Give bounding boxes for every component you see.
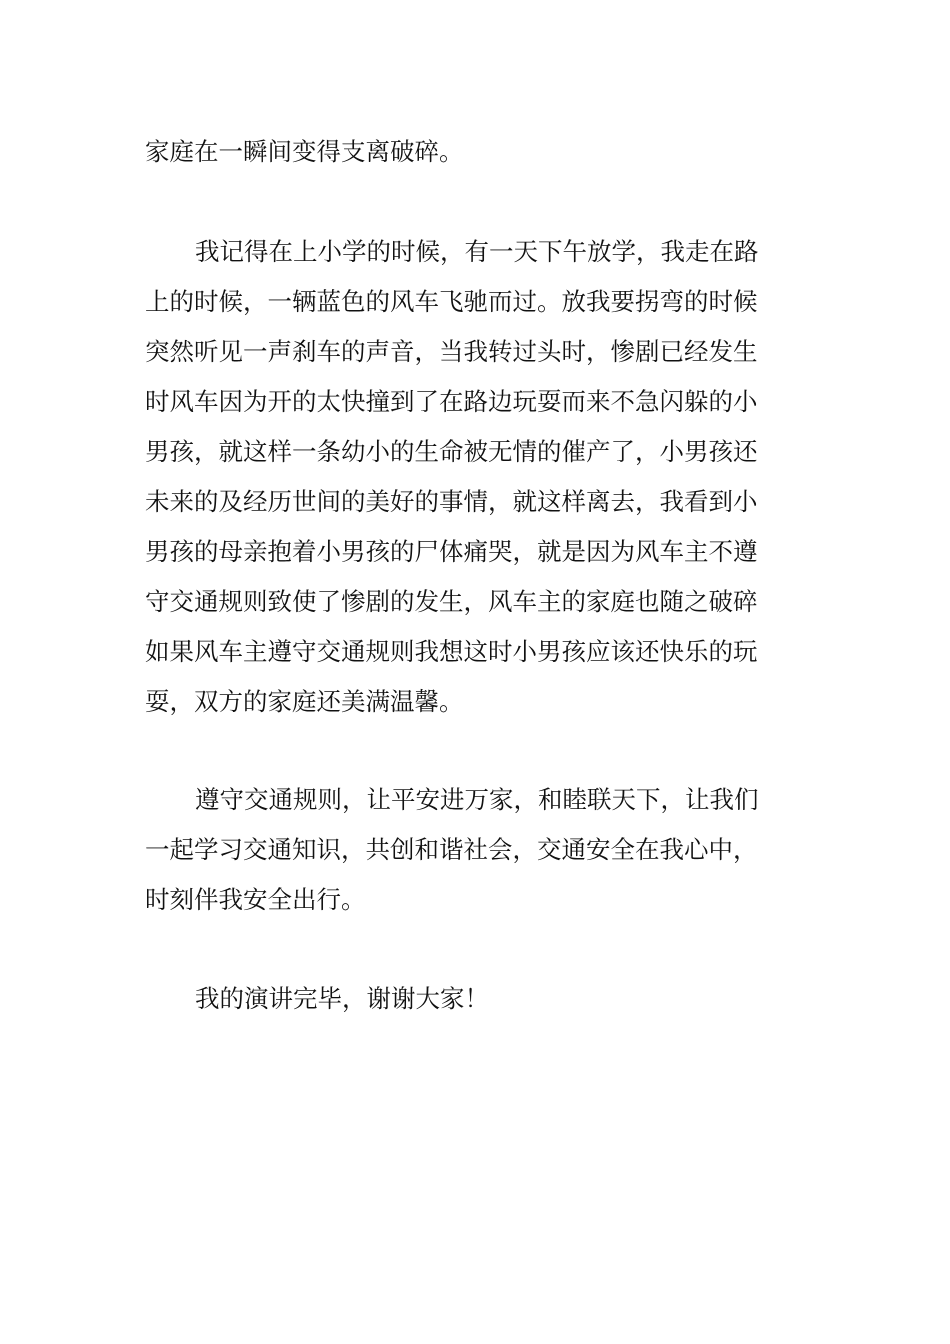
paragraph-line: 一起学习交通知识，共创和谐社会，交通安全在我心中， xyxy=(145,835,758,864)
paragraph-line: 时刻伴我安全出行。 xyxy=(145,885,366,914)
paragraph-line: 上的时候，一辆蓝色的风车飞驰而过。放我要拐弯的时候 xyxy=(145,287,758,316)
paragraph-line: 家庭在一瞬间变得支离破碎。 xyxy=(145,137,464,166)
paragraph-3 xyxy=(145,775,815,925)
paragraph-line: 男孩，就这样一条幼小的生命被无情的催产了，小男孩还 xyxy=(145,437,758,466)
paragraph-line: 时风车因为开的太快撞到了在路边玩耍而来不急闪躲的小 xyxy=(145,387,758,416)
paragraph-line: 我的演讲完毕，谢谢大家！ xyxy=(195,984,489,1013)
paragraph-1 xyxy=(145,127,815,177)
paragraph-4 xyxy=(145,974,815,1024)
paragraph-line: 我记得在上小学的时候，有一天下午放学，我走在路 xyxy=(195,237,759,266)
paragraph-line: 男孩的母亲抱着小男孩的尸体痛哭，就是因为风车主不遵 xyxy=(145,537,758,566)
paragraph-line: 突然听见一声刹车的声音，当我转过头时，惨剧已经发生 xyxy=(145,337,758,366)
paragraph-line: 守交通规则致使了惨剧的发生，风车主的家庭也随之破碎 xyxy=(145,587,758,616)
paragraph-2 xyxy=(145,227,815,727)
paragraph-line: 耍，双方的家庭还美满温馨。 xyxy=(145,687,464,716)
paragraph-line: 如果风车主遵守交通规则我想这时小男孩应该还快乐的玩 xyxy=(145,637,758,666)
paragraph-line: 未来的及经历世间的美好的事情，就这样离去，我看到小 xyxy=(145,487,758,516)
paragraph-line: 遵守交通规则，让平安进万家，和睦联天下，让我们 xyxy=(195,785,759,814)
